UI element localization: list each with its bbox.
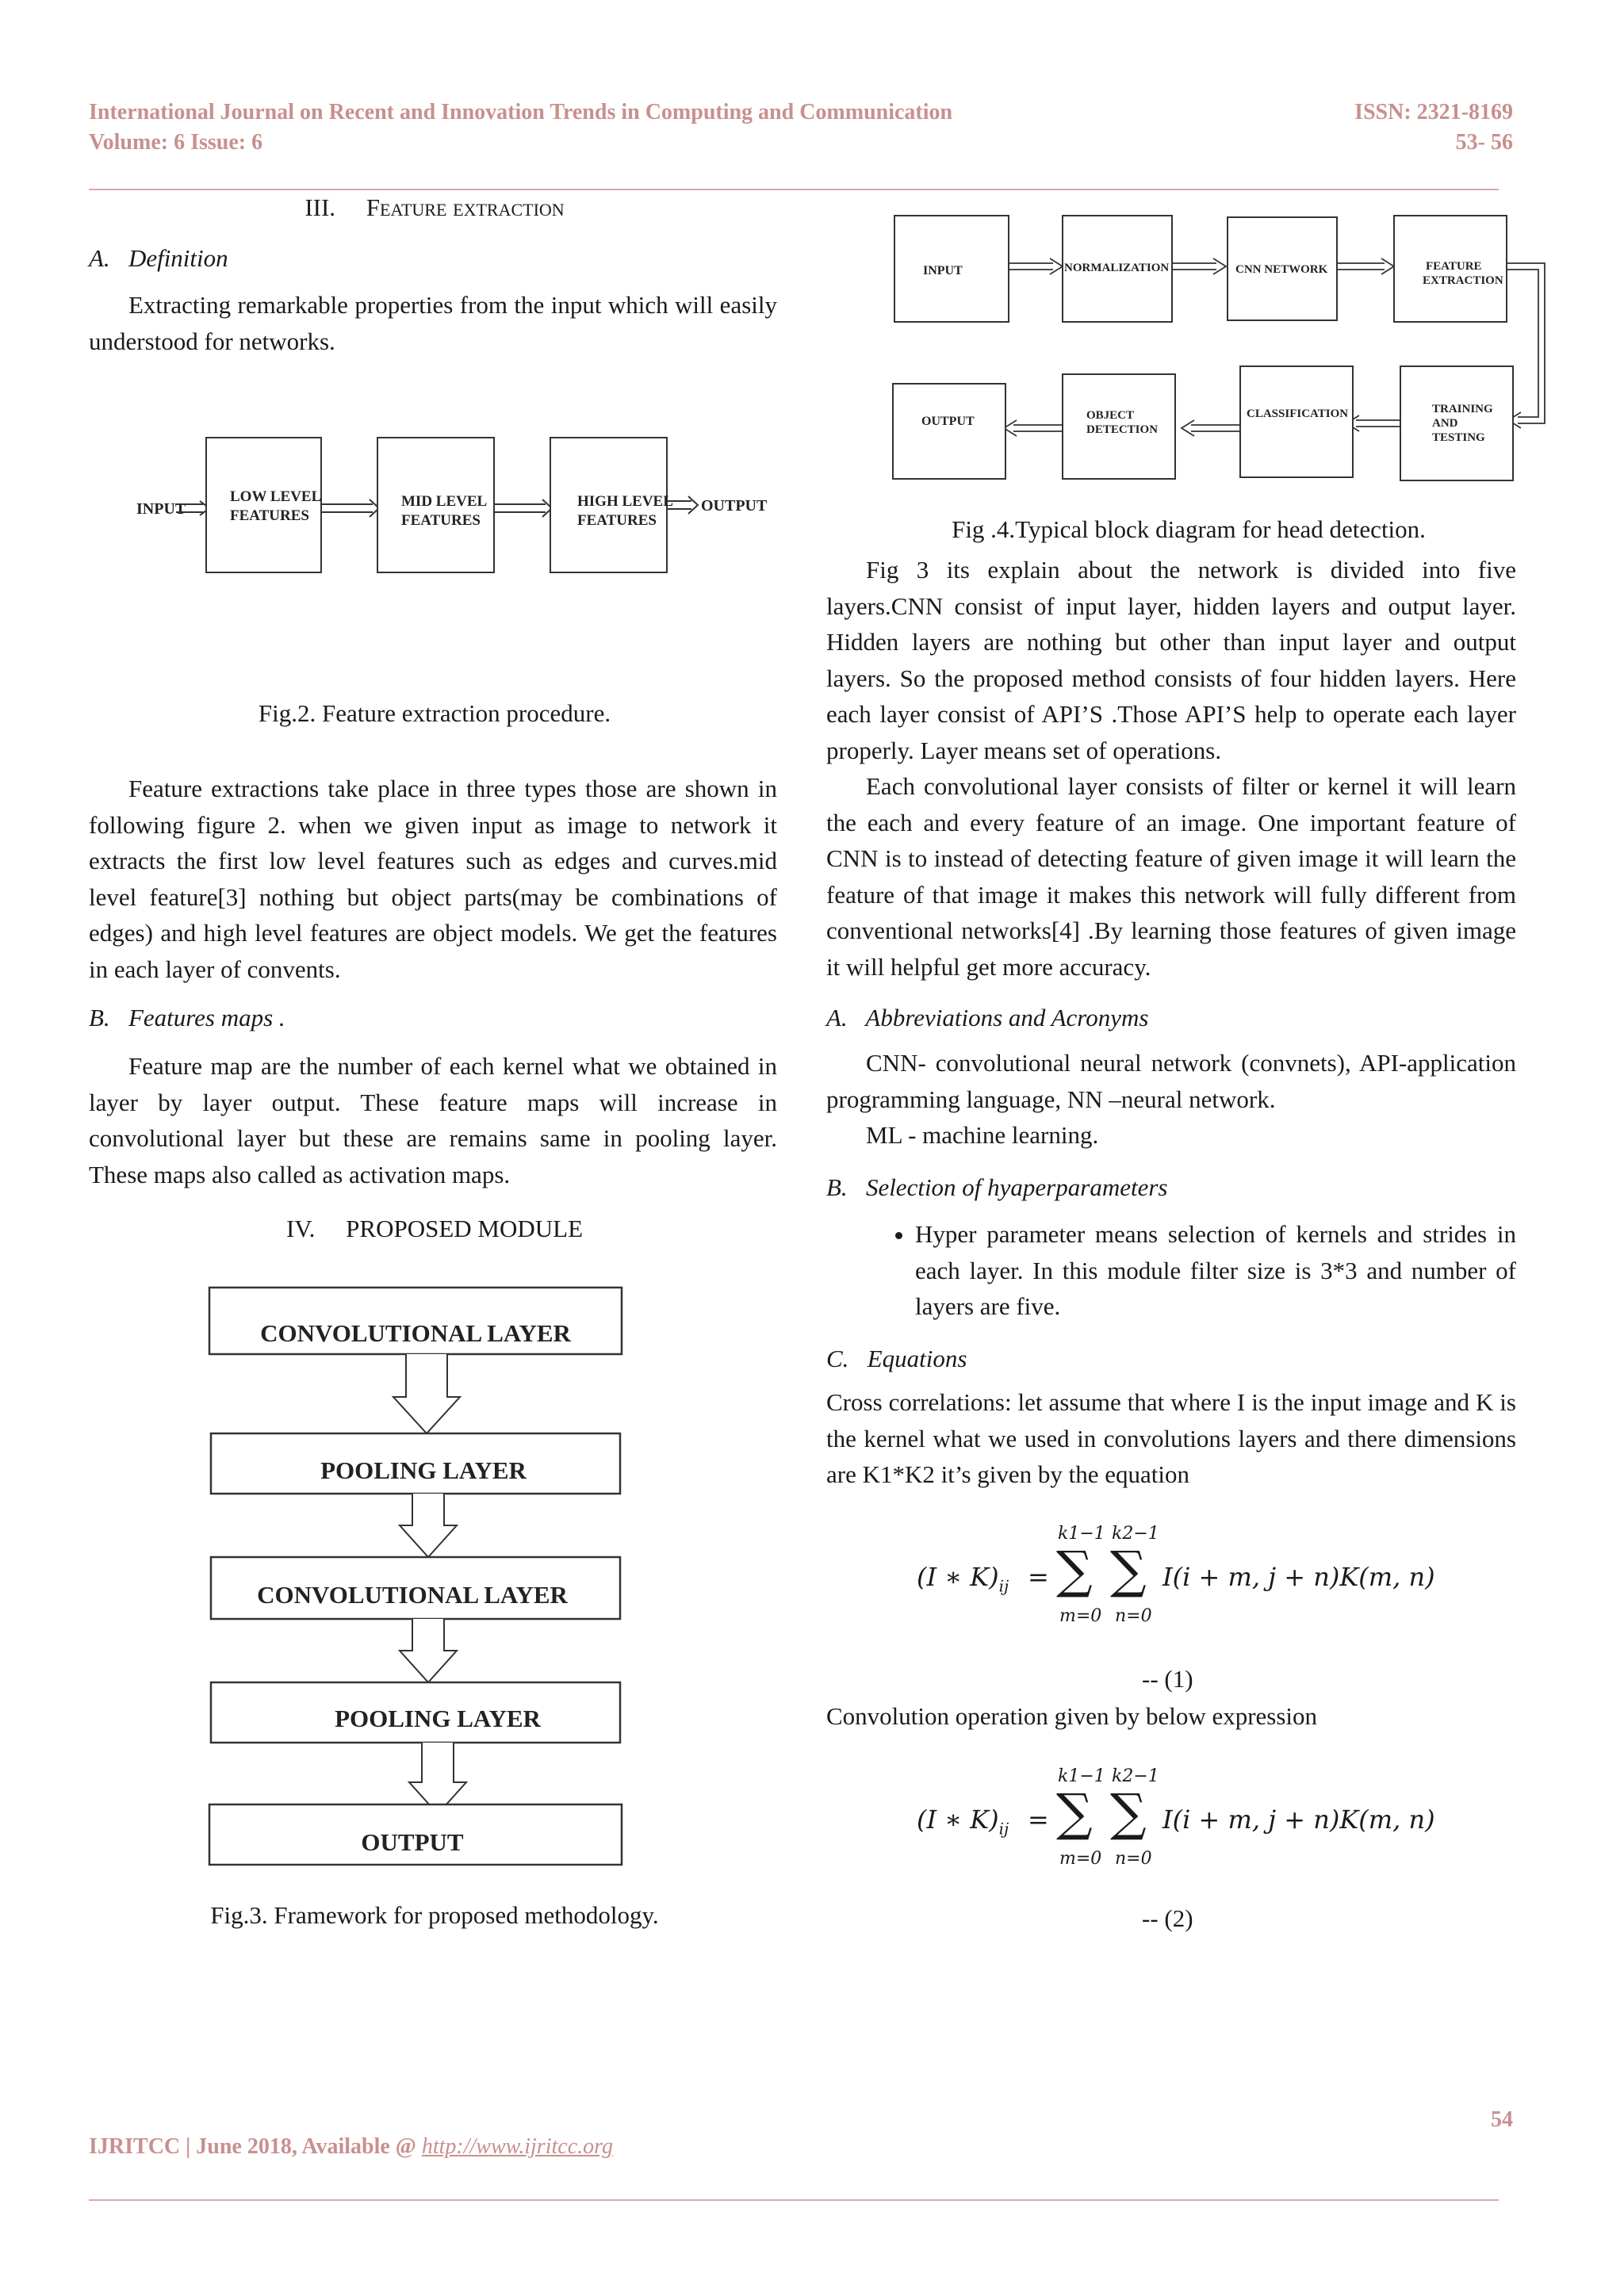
eq2-upper-2: k2−1 <box>1112 1766 1159 1786</box>
fig4-input-label: INPUT <box>923 264 963 277</box>
bullet-list <box>826 1216 1516 1325</box>
fig2-mid-label-2: FEATURES <box>401 512 481 529</box>
subsection-a-definition <box>89 244 228 273</box>
fig2-output-label: OUTPUT <box>701 497 768 515</box>
subsection-label: A. <box>826 1004 848 1031</box>
eq2-equals: = <box>1028 1804 1049 1835</box>
ml-abbreviation-text: ML - machine learning. <box>866 1121 1099 1149</box>
subsection-label: C. <box>826 1345 849 1372</box>
fig3-framework-diagram <box>208 1284 626 1868</box>
fig4-head-detection-diagram <box>887 208 1561 493</box>
equation-2 <box>917 1766 1472 1869</box>
eq1-rhs: I(i + m, j + n)K(m, n) <box>1162 1562 1435 1592</box>
fig2-feature-extraction-diagram <box>127 428 777 595</box>
convolution-paragraph <box>826 1698 1516 1735</box>
fig3-label-pool-2: POOLING LAYER <box>335 1705 541 1732</box>
hyperparameter-list <box>826 1216 1516 1325</box>
fig2-low-level-box <box>206 438 321 572</box>
convolutional-layer-text: Each convolutional layer consists of filter or kernel it will learn the each and every feature of an image. One important feature of CNN is to instead of detecting feature of given image it will learn the feature of that image it makes this network will fully different from conventional networks[4] .By learning those features of given image it will helpful get more accuracy. <box>826 772 1516 981</box>
definition-text: Extracting remarkable properties from the input which will easily understood for networks. <box>89 291 777 355</box>
subsection-title: Definition <box>128 244 228 272</box>
equation-1 <box>917 1524 1472 1627</box>
subsection-label: B. <box>89 1004 110 1031</box>
section-3-title: Feature extraction <box>366 193 565 221</box>
subsection-c-equations <box>826 1345 967 1373</box>
fig4-classification-label: CLASSIFICATION <box>1247 408 1349 420</box>
feature-maps-text: Feature map are the number of each kernel what we obtained in layer by layer output. These feature maps will increase in convolutional layer but these are remains same in pooling layer. These maps also called as activation maps. <box>89 1052 777 1188</box>
footer-text: IJRITCC | June 2018, Available @ <box>89 2134 416 2159</box>
eq1-equals: = <box>1028 1562 1049 1592</box>
fig2-caption: Fig.2. Feature extraction procedure. <box>258 699 611 727</box>
volume-issue: Volume: 6 Issue: 6 <box>89 130 263 155</box>
fig2-input-label: INPUT <box>136 500 186 518</box>
subsection-a-abbreviations <box>826 1004 1148 1032</box>
eq2-lhs: (I ∗ $K)_{ij}$ <box>917 1804 1009 1839</box>
subsection-title: Equations <box>867 1345 967 1372</box>
right-intro-paragraphs <box>826 552 1516 985</box>
footer-rule <box>89 2199 1499 2201</box>
subsection-label: B. <box>826 1173 848 1201</box>
fig3-caption: Fig.3. Framework for proposed methodology. <box>210 1901 659 1929</box>
eq1-lhs: (I ∗ $K)_{ij}$ <box>917 1562 1009 1596</box>
eq1-upper-2: k2−1 <box>1112 1524 1159 1544</box>
feature-extraction-paragraph <box>89 771 777 987</box>
eq2-number: -- (2) <box>1142 1904 1193 1932</box>
eq2-lower-1: m=0 <box>1059 1849 1102 1869</box>
eq1-number: -- (1) <box>1142 1665 1193 1693</box>
fig3-label-conv-2: CONVOLUTIONAL LAYER <box>257 1581 568 1609</box>
section-4-number: IV. <box>285 1215 316 1242</box>
fig3-label-output: OUTPUT <box>361 1828 464 1856</box>
definition-paragraph <box>89 287 777 359</box>
journal-title: International Journal on Recent and Innovation Trends in Computing and Communication <box>89 100 953 124</box>
fig4-cnn-label: CNN NETWORK <box>1235 263 1328 276</box>
eq2-rhs: I(i + m, j + n)K(m, n) <box>1162 1804 1435 1835</box>
fig4-training-label-3: TESTING <box>1432 431 1485 444</box>
section-3-heading <box>89 193 780 222</box>
eq2-upper-1: k1−1 <box>1058 1766 1105 1786</box>
subsection-b-feature-maps <box>89 1004 285 1032</box>
fig4-feature-label-1: FEATURE <box>1426 260 1482 273</box>
fig4-normalization-label: NORMALIZATION <box>1064 262 1170 274</box>
footer-link[interactable]: http://www.ijritcc.org <box>421 2134 613 2159</box>
section-3-number: III. <box>304 193 336 221</box>
eq2-sigma-1: ∑ <box>1056 1784 1093 1843</box>
cross-correlation-text: Cross correlations: let assume that where I is the input image and K is the kernel what we used in convolutions layers and there dimensions are K1*K2 it’s given by the equation <box>826 1388 1516 1488</box>
eq1-lower-2: n=0 <box>1115 1606 1152 1626</box>
subsection-title: Selection of hyaperparameters <box>865 1173 1168 1201</box>
subsection-title: Abbreviations and Acronyms <box>865 1004 1149 1031</box>
fig4-classification-box <box>1240 366 1353 477</box>
eq1-sigma-1: ∑ <box>1056 1541 1093 1600</box>
page-number: 54 <box>1491 2107 1513 2132</box>
section-4-title: PROPOSED MODULE <box>346 1215 584 1242</box>
abbreviations-paragraph <box>826 1045 1516 1154</box>
feature-extraction-text: Feature extractions take place in three types those are shown in following figure 2. when we given input as image to network it extracts the first low level features such as edges and curves.mid level feature[3] nothing but object parts(may be combinations of edges) and high level features are object models. We get the features in each layer of convents. <box>89 775 777 983</box>
fig4-training-label-1: TRAINING <box>1432 403 1493 415</box>
fig3-label-pool-1: POOLING LAYER <box>320 1456 527 1484</box>
network-layers-text: Fig 3 its explain about the network is divided into five layers.CNN consist of input layer, hidden layers and output layer. Hidden layers are nothing but other than input layer and output layers. So the proposed method consists of four hidden layers. Here each layer consist of API’S .Those API’S help to operate each layer properly. Layer means set of operations. <box>826 556 1516 764</box>
fig2-high-label-2: FEATURES <box>577 512 657 529</box>
fig4-training-label-2: AND <box>1432 417 1458 430</box>
section-4-heading <box>89 1215 780 1243</box>
fig4-output-box <box>893 384 1005 479</box>
issn: ISSN: 2321-8169 <box>1354 100 1513 124</box>
cross-correlation-paragraph <box>826 1384 1516 1493</box>
fig2-low-label-1: LOW LEVEL <box>230 488 322 505</box>
header-rule <box>89 189 1499 190</box>
eq1-sigma-2: ∑ <box>1110 1541 1147 1600</box>
fig2-high-label-1: HIGH LEVEL <box>577 493 673 510</box>
eq2-sigma-2: ∑ <box>1110 1784 1147 1843</box>
subsection-b-hyperparameters <box>826 1173 1167 1202</box>
fig3-label-conv-1: CONVOLUTIONAL LAYER <box>260 1319 571 1347</box>
fig2-mid-label-1: MID LEVEL <box>401 493 488 510</box>
eq2-lower-2: n=0 <box>1115 1849 1152 1869</box>
fig4-caption: Fig .4.Typical block diagram for head detection. <box>952 515 1426 543</box>
convolution-text: Convolution operation given by below expression <box>826 1702 1318 1730</box>
fig4-output-label: OUTPUT <box>921 415 975 428</box>
eq1-upper-1: k1−1 <box>1058 1524 1105 1544</box>
fig2-low-label-2: FEATURES <box>230 507 309 524</box>
footer-line <box>89 2134 613 2160</box>
feature-maps-paragraph <box>89 1048 777 1192</box>
eq1-lower-1: m=0 <box>1059 1606 1102 1626</box>
fig4-object-label-1: OBJECT <box>1086 409 1135 422</box>
subsection-label: A. <box>89 244 110 272</box>
fig4-feature-label-2: EXTRACTION <box>1423 274 1503 287</box>
abbreviations-text: CNN- convolutional neural network (convnets), API-application programming language, NN –neural network. <box>826 1049 1516 1113</box>
hyperparameter-bullet: • Hyper parameter means selection of kernels and strides in each layer. In this module filter size is 3*3 and number of layers are five. <box>915 1216 1516 1325</box>
fig4-object-label-2: DETECTION <box>1086 423 1159 436</box>
subsection-title: Features maps . <box>128 1004 285 1031</box>
page-range: 53- 56 <box>1455 130 1513 155</box>
